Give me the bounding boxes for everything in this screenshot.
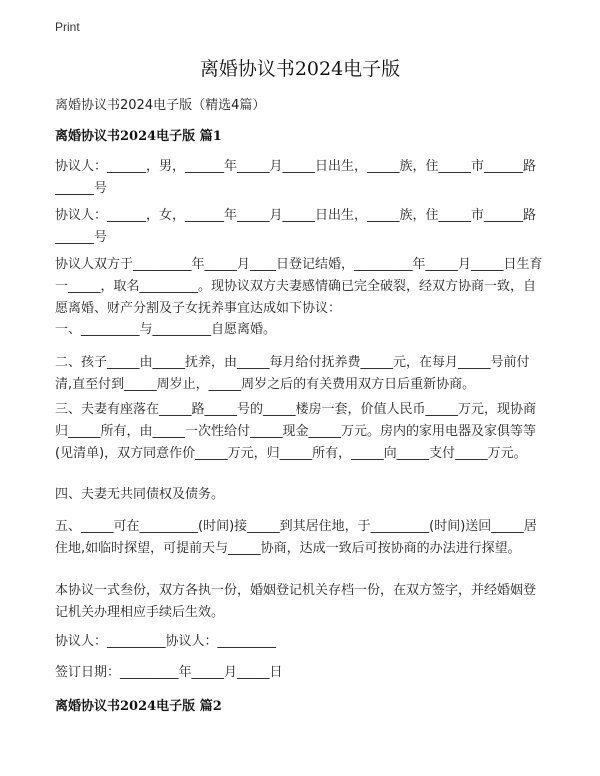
marriage-info-paragraph: 协议人双方于_________年_____月____日登记结婚，_________年_____月_____日生育一_____，取名_________。现协议双方夫妻感情确已完全破裂，经双方协商一致，自愿离婚、财产分割及子女抚养事宜达成如下协议： [55, 257, 543, 316]
print-link[interactable]: Print [55, 20, 80, 34]
section-1-heading: 离婚协议书2024电子版 篇1 [55, 129, 222, 144]
clause-1-paragraph: 一、_________与_________自愿离婚。 [55, 322, 277, 337]
clause-4-paragraph: 四、夫妻无共同债权及债务。 [55, 487, 225, 502]
page-subtitle: 离婚协议书2024电子版（精选4篇） [55, 98, 266, 113]
section-2-heading: 离婚协议书2024电子版 篇2 [55, 699, 222, 714]
party-2-paragraph: 协议人：______，女，______年_____月_____日出生，_____族，住_____市______路______号 [55, 208, 537, 245]
clause-5-paragraph: 五、_____可在_________(时间)接_____到其居住地，于_________(时间)送回_____居住地,如临时探望，可提前天与_____协商，达成一致后可按协商的办法进行探望。 [55, 519, 537, 556]
effect-paragraph: 本协议一式叁份，双方各执一份，婚姻登记机关存档一份，在双方签字，并经婚姻登记机关办理相应手续后生效。 [55, 583, 537, 620]
party-1-paragraph: 协议人：______，男，______年_____月_____日出生，_____族，住_____市______路______号 [55, 159, 537, 196]
signature-line: 协议人：_________协议人：_________ [55, 634, 277, 649]
clause-2-paragraph: 二、孩子_____由_____抚养，由_____每月给付抚养费_____元，在每月_____号前付清,直至付到_____周岁止，_____周岁之后的有关费用双方日后重新协商。 [55, 355, 530, 392]
clause-3-paragraph: 三、夫妻有座落在_____路_____号的_____楼房一套，价值人民币_____万元，现协商归_____所有，由_____一次性给付_____现金_____万元。房内的家用电器及家俱等等(见清单)，双方同意作价_____万元，归_____所有，_____向_____支付_____万元。 [55, 402, 537, 461]
sign-date-line: 签订日期：_________年_____月_____日 [55, 665, 283, 680]
page-title: 离婚协议书2024电子版 [199, 58, 401, 80]
